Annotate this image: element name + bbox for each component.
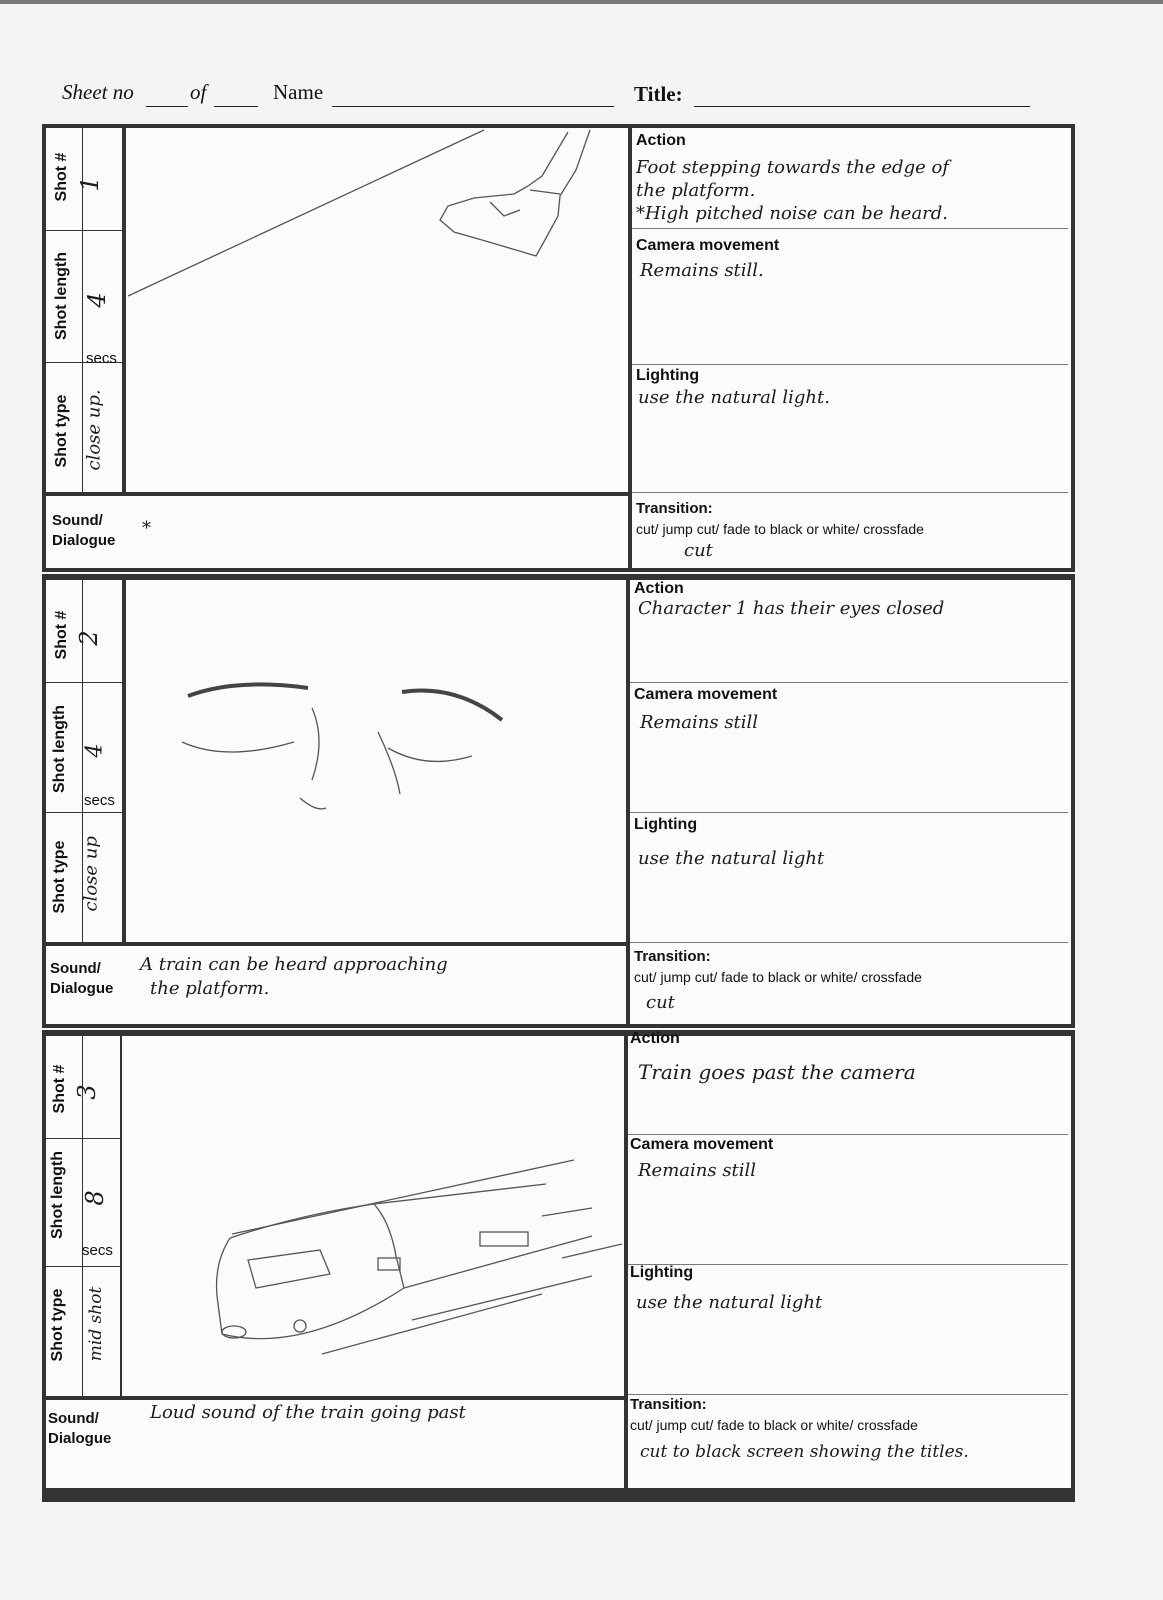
transition-options: cut/ jump cut/ fade to black or white/ crossfade	[634, 969, 922, 985]
sound-label: Sound/	[50, 960, 101, 977]
dialogue-label: Dialogue	[52, 532, 116, 549]
camera-movement-label: Camera movement	[636, 237, 780, 254]
sheet-no-label: Sheet no	[62, 80, 134, 104]
name-field[interactable]	[332, 82, 614, 107]
action-label: Action	[634, 580, 684, 597]
of-label: of	[190, 80, 207, 104]
lighting-value: use the natural light	[638, 848, 825, 869]
lighting-label: Lighting	[630, 1264, 694, 1281]
transition-value: cut	[684, 540, 713, 561]
sheet-header	[62, 78, 1062, 118]
shot-type-label: Shot type	[49, 1288, 66, 1362]
foot-sketch	[128, 128, 628, 492]
transition-options: cut/ jump cut/ fade to black or white/ crossfade	[630, 1417, 918, 1433]
shot-num-value: 2	[75, 630, 103, 646]
sound-row	[46, 496, 628, 568]
action-line: Train goes past the camera	[638, 1060, 916, 1084]
transition-label: Transition:	[630, 1396, 707, 1413]
shot-length-value: 8	[81, 1190, 109, 1206]
action-line: the platform.	[636, 180, 756, 201]
transition-value: cut	[646, 992, 675, 1013]
transition-value: cut to black screen showing the titles.	[640, 1442, 969, 1462]
action-line: Foot stepping towards the edge of	[636, 157, 949, 178]
name-label: Name	[273, 80, 324, 104]
shot-length-label: Shot length	[53, 252, 70, 340]
shot-type-value: close up.	[83, 389, 105, 471]
sound-line: the platform.	[150, 978, 270, 999]
action-line: Character 1 has their eyes closed	[638, 598, 945, 619]
sound-label: Sound/	[48, 1410, 99, 1427]
action-line: *High pitched noise can be heard.	[636, 203, 949, 224]
closed-eyes-sketch	[126, 580, 626, 942]
shot-type-label: Shot type	[53, 394, 70, 468]
camera-movement-value: Remains still	[638, 1160, 757, 1181]
sheet-no-field[interactable]	[146, 82, 188, 107]
camera-movement-label: Camera movement	[630, 1136, 774, 1153]
camera-movement-value: Remains still	[640, 712, 759, 733]
transition-label: Transition:	[634, 948, 711, 965]
shot-num-value: 1	[76, 176, 104, 192]
lighting-label: Lighting	[634, 816, 698, 833]
lighting-value: use the natural light.	[638, 387, 830, 408]
action-label: Action	[636, 132, 686, 149]
sheet-total-field[interactable]	[214, 82, 258, 107]
lighting-value: use the natural light	[636, 1292, 823, 1313]
transition-options: cut/ jump cut/ fade to black or white/ crossfade	[636, 521, 924, 537]
shot-type-label: Shot type	[51, 840, 68, 914]
dialogue-label: Dialogue	[48, 1430, 112, 1447]
dialogue-label: Dialogue	[50, 980, 114, 997]
shot-num-label: Shot #	[53, 610, 70, 660]
sound-label: Sound/	[52, 512, 103, 529]
transition-label: Transition:	[636, 500, 713, 517]
title-field[interactable]	[694, 82, 1030, 107]
lighting-label: Lighting	[636, 367, 700, 384]
shot-length-label: Shot length	[49, 1151, 66, 1239]
secs-label: secs	[82, 1242, 113, 1259]
sound-value: *	[142, 518, 151, 539]
shot-num-label: Shot #	[51, 1064, 68, 1114]
shot-length-label: Shot length	[51, 705, 68, 793]
title-label: Title:	[634, 82, 683, 106]
train-sketch	[122, 1036, 626, 1396]
camera-movement-value: Remains still.	[640, 260, 764, 281]
camera-movement-label: Camera movement	[634, 686, 778, 703]
shot-length-value: 4	[82, 743, 108, 758]
shot-type-value: mid shot	[86, 1286, 106, 1362]
sound-line: A train can be heard approaching	[140, 954, 448, 975]
sound-line: Loud sound of the train going past	[150, 1402, 466, 1423]
shot-num-value: 3	[73, 1084, 101, 1100]
shot-length-value: 4	[83, 292, 111, 308]
page-top-edge	[0, 0, 1163, 4]
secs-label: secs	[84, 792, 115, 809]
shot-num-label: Shot #	[53, 152, 70, 202]
action-label: Action	[630, 1030, 680, 1047]
shot-type-value: close up	[80, 836, 102, 912]
secs-label: secs	[86, 350, 117, 367]
